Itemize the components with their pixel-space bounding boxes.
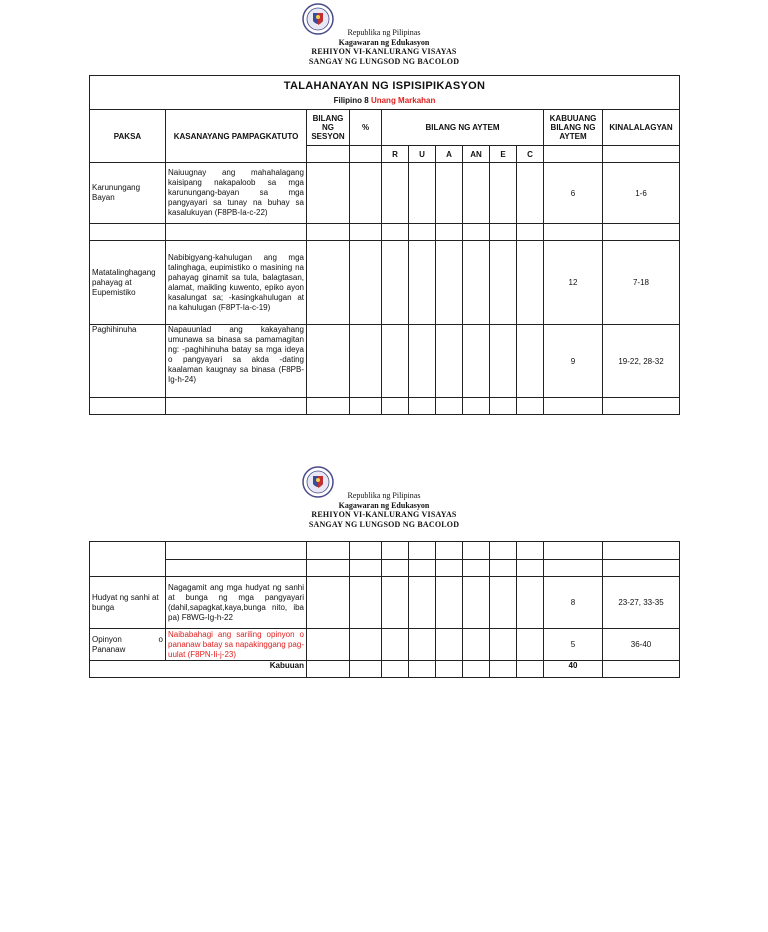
subheader-r: R: [382, 146, 409, 163]
table-row: [90, 163, 680, 224]
paksa-cell: Hudyat ng sanhi at bunga: [90, 577, 166, 629]
region-line: REHIYON VI-KANLURANG VISAYAS: [311, 47, 457, 56]
letterhead: [0, 28, 768, 66]
kabuuang-cell: 6: [544, 163, 603, 224]
table-row: [90, 577, 680, 629]
total-row: [90, 661, 680, 678]
table-title-cell: [90, 76, 680, 110]
division-line: SANGAY NG LUNGSOD NG BACOLOD: [308, 519, 460, 529]
table-row: [90, 629, 680, 661]
table-row: [90, 325, 680, 398]
paksa-cell: Karunungang Bayan: [90, 163, 166, 224]
kinalalagyan-cell: 7-18: [603, 241, 680, 325]
kasanayan-cell: Nagagamit ang mga hudyat ng sanhi at bunga ng mga pangyayari (dahil,sapagkat,kaya,bunga nito, iba pa) F8WG-Ig-h-22: [166, 577, 307, 629]
header-kinalalagyan: KINALALAGYAN: [603, 110, 680, 146]
kinalalagyan-cell: 19-22, 28-32: [603, 325, 680, 398]
kinalalagyan-cell: 36-40: [603, 629, 680, 661]
republic-line: Republika ng Pilipinas: [347, 491, 421, 500]
division-line: SANGAY NG LUNGSOD NG BACOLOD: [308, 56, 460, 66]
republic-line: Republika ng Pilipinas: [347, 28, 421, 37]
region-line: REHIYON VI-KANLURANG VISAYAS: [311, 510, 457, 519]
title-row: [90, 76, 680, 110]
subheader-c: C: [517, 146, 544, 163]
paksa-cell: Matatalinghagang pahayag at Eupemistiko: [90, 241, 166, 325]
kinalalagyan-cell: 23-27, 33-35: [603, 577, 680, 629]
subheader-an: AN: [463, 146, 490, 163]
kasanayan-cell: Nabibigyang-kahulugan ang mga talinghaga, eupimistiko o masining na pahayag ginamit sa tula, balagtasan, alamat, maikling kuwento, epiko ayon kasalungat sa; -kasingkahulugan at na kahulugan (F8PT-Ia-c-19): [166, 241, 307, 325]
table-title: TALAHANAYAN NG ISPISIPIKASYON: [283, 80, 486, 92]
kabuuang-cell: 8: [544, 577, 603, 629]
paksa-cell: Paghihinuha: [90, 325, 166, 398]
header-kasanayan: KASANAYANG PAMPAGKATUTO: [166, 110, 307, 163]
subject-label: Filipino 8: [333, 96, 369, 105]
header-paksa: PAKSA: [90, 110, 166, 163]
department-line: Kagawaran ng Edukasyon: [338, 500, 430, 510]
spacer-row: [90, 224, 680, 241]
spacer-row: [90, 542, 680, 560]
table-row: [90, 241, 680, 325]
kasanayan-cell: Naibabahagi ang sariling opinyon o pananaw batay sa napakinggang pag-uulat (F8PN-Ii-j-23): [166, 629, 307, 661]
header-kabuuang: KABUUANG BILANG NG AYTEM: [544, 110, 603, 146]
paksa-cell: Opinyon o Pananaw: [90, 629, 166, 661]
kabuuang-cell: 9: [544, 325, 603, 398]
header-bilang-aytem: BILANG NG AYTEM: [382, 110, 544, 146]
subheader-e: E: [490, 146, 517, 163]
subheader-u: U: [409, 146, 436, 163]
header-percent: %: [350, 110, 382, 146]
kasanayan-cell: Naiuugnay ang mahahalagang kaisipang nakapaloob sa mga karunungang-bayan sa mga pangyayari sa tunay na buhay sa kasalukuyan (F8PB-Ia-c-22): [166, 163, 307, 224]
kabuuang-cell: 12: [544, 241, 603, 325]
empty-cell: [307, 146, 350, 163]
spacer-row: [90, 560, 680, 577]
table-subtitle: [92, 96, 677, 105]
total-value: 40: [544, 661, 603, 678]
subheader-a: A: [436, 146, 463, 163]
kasanayan-cell: Napauunlad ang kakayahang umunawa sa binasa sa pamamagitan ng: -paghihinuha batay sa mga ideya o pangyayari sa akda -dating kaalaman kaugnay sa binasa (F8PB-Ig-h-24): [166, 325, 307, 398]
kinalalagyan-cell: 1-6: [603, 163, 680, 224]
empty-cell: [544, 146, 603, 163]
spacer-row: [90, 398, 680, 415]
total-label: Kabuuan: [166, 661, 307, 678]
empty-cell: [603, 146, 680, 163]
empty-cell: [350, 146, 382, 163]
header-row: [90, 110, 680, 146]
kabuuang-cell: 5: [544, 629, 603, 661]
specification-table-page1: [89, 75, 680, 415]
header-bilang-sesyon: BILANG NG SESYON: [307, 110, 350, 146]
department-line: Kagawaran ng Edukasyon: [338, 37, 430, 47]
specification-table-page2: [89, 541, 680, 678]
letterhead: [0, 491, 768, 529]
quarter-label: Unang Markahan: [370, 96, 436, 105]
